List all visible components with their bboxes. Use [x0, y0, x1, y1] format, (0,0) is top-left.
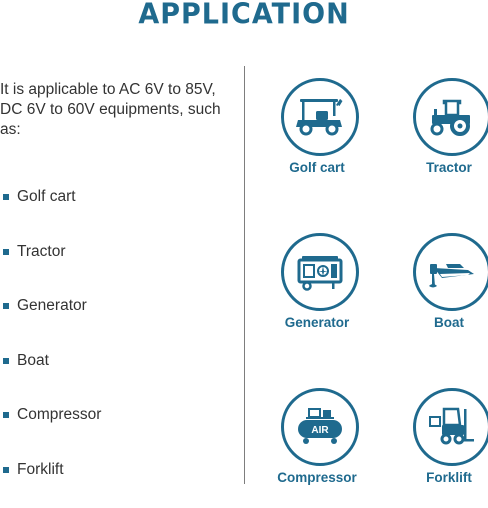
forklift-icon — [413, 388, 488, 466]
list-item-label: Forklift — [17, 461, 64, 478]
tile-label: Tractor — [426, 160, 472, 175]
golf-cart-icon — [281, 78, 359, 156]
square-bullet-icon — [3, 194, 9, 200]
tile-compressor — [266, 388, 376, 508]
list-item-label: Generator — [17, 297, 87, 314]
generator-icon — [281, 233, 359, 311]
tile-label: Forklift — [426, 470, 472, 485]
tile-tractor — [398, 78, 488, 198]
list-item — [0, 296, 87, 316]
tile-label: Boat — [434, 315, 464, 330]
page-title: APPLICATION — [138, 0, 350, 31]
square-bullet-icon — [3, 249, 9, 255]
tractor-icon — [413, 78, 488, 156]
intro-text: It is applicable to AC 6V to 85V, DC 6V to 60V equipments, such as: — [0, 81, 221, 138]
square-bullet-icon — [3, 412, 9, 418]
vertical-divider — [244, 66, 245, 484]
compressor-tank-text: AIR — [311, 425, 329, 436]
square-bullet-icon — [3, 467, 9, 473]
tile-label: Generator — [284, 315, 350, 330]
list-item-label: Golf cart — [17, 188, 76, 205]
tile-golf-cart — [266, 78, 376, 198]
tile-forklift — [398, 388, 488, 508]
tile-generator — [266, 233, 376, 353]
compressor-icon — [281, 388, 359, 466]
tile-label: Golf cart — [289, 160, 345, 175]
square-bullet-icon — [3, 358, 9, 364]
boat-icon — [413, 233, 488, 311]
square-bullet-icon — [3, 303, 9, 309]
list-item-label: Tractor — [17, 243, 66, 260]
list-item — [0, 351, 49, 371]
list-item — [0, 242, 66, 262]
list-item — [0, 460, 64, 480]
list-item — [0, 187, 76, 207]
list-item-label: Boat — [17, 352, 49, 369]
tile-label: Compressor — [277, 470, 357, 485]
list-item — [0, 405, 101, 425]
tile-boat — [398, 233, 488, 353]
list-item-label: Compressor — [17, 406, 102, 423]
